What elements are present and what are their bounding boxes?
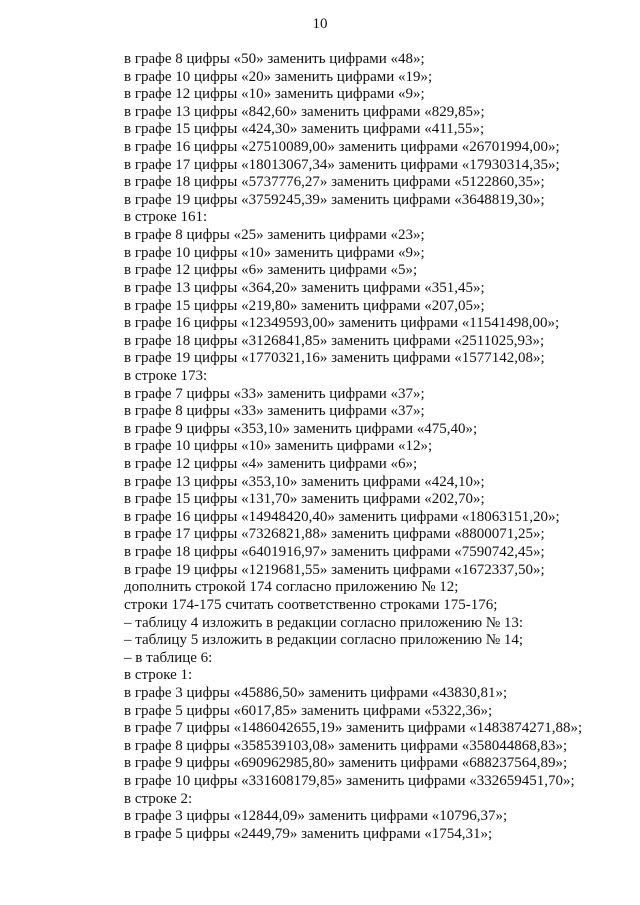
text-line: – таблицу 5 изложить в редакции согласно приложению № 14; <box>124 632 524 649</box>
text-line: в графе 12 цифры «4» заменить цифрами «6»; <box>124 456 418 473</box>
text-line: в графе 8 цифры «50» заменить цифрами «48»; <box>124 51 425 67</box>
text-line: в графе 12 цифры «6» заменить цифрами «5»; <box>124 262 418 279</box>
text-line: в графе 10 цифры «20» заменить цифрами «19»; <box>124 68 433 85</box>
text-line: в графе 5 цифры «6017,85» заменить цифрами «5322,36»; <box>124 702 493 719</box>
text-line: в графе 10 цифры «331608179,85» заменить цифрами «332659451,70»; <box>124 772 575 789</box>
text-line: в графе 16 цифры «14948420,40» заменить цифрами «18063151,20»; <box>124 508 560 525</box>
text-line: – таблицу 4 изложить в редакции согласно приложению № 13: <box>124 614 524 631</box>
text-line: в графе 7 цифры «33» заменить цифрами «37»; <box>124 385 425 402</box>
text-line: в графе 17 цифры «7326821,88» заменить цифрами «8800071,25»; <box>124 526 545 543</box>
text-line: в графе 18 цифры «3126841,85» заменить цифрами «2511025,93»; <box>124 332 545 349</box>
text-line: в графе 15 цифры «219,80» заменить цифрами «207,05»; <box>124 297 485 314</box>
text-line: в графе 5 цифры «2449,79» заменить цифрами «1754,31»; <box>124 825 493 842</box>
text-line: в графе 8 цифры «358539103,08» заменить цифрами «358044868,83»; <box>124 737 568 754</box>
text-line: в графе 10 цифры «10» заменить цифрами «9»; <box>124 244 425 261</box>
text-line: в графе 15 цифры «131,70» заменить цифрами «202,70»; <box>124 491 485 508</box>
text-line: в графе 17 цифры «18013067,34» заменить цифрами «17930314,35»; <box>124 156 560 173</box>
text-line: дополнить строкой 174 согласно приложению № 12; <box>124 579 459 596</box>
text-line: в графе 16 цифры «12349593,00» заменить цифрами «11541498,00»; <box>124 315 560 332</box>
page-number: 10 <box>312 16 328 32</box>
text-line: в графе 13 цифры «364,20» заменить цифрами «351,45»; <box>124 279 485 296</box>
text-line: в графе 18 цифры «5737776,27» заменить цифрами «5122860,35»; <box>124 174 545 191</box>
text-line: в графе 3 цифры «12844,09» заменить цифрами «10796,37»; <box>124 808 508 825</box>
text-line: в графе 12 цифры «10» заменить цифрами «9»; <box>124 86 425 103</box>
text-line: в графе 19 цифры «3759245,39» заменить цифрами «3648819,30»; <box>124 191 545 208</box>
text-line: в графе 13 цифры «842,60» заменить цифрами «829,85»; <box>124 103 485 120</box>
text-line: строки 174-175 считать соответственно строками 175-176; <box>124 596 498 613</box>
text-line: в графе 19 цифры «1219681,55» заменить цифрами «1672337,50»; <box>124 561 545 578</box>
text-line: – в таблице 6: <box>124 649 213 666</box>
text-line: в строке 1: <box>124 667 193 684</box>
text-line: в строке 2: <box>124 790 193 807</box>
text-line: в графе 13 цифры «353,10» заменить цифрами «424,10»; <box>124 473 485 490</box>
text-line: в графе 8 цифры «33» заменить цифрами «37»; <box>124 403 425 420</box>
text-line: в графе 10 цифры «10» заменить цифрами «12»; <box>124 438 433 455</box>
text-line: в графе 3 цифры «45886,50» заменить цифрами «43830,81»; <box>124 684 508 701</box>
text-line: в графе 7 цифры «1486042655,19» заменить цифрами «1483874271,88»; <box>124 720 583 737</box>
text-line: в графе 16 цифры «27510089,00» заменить цифрами «26701994,00»; <box>124 139 560 156</box>
text-line: в строке 161: <box>124 209 208 226</box>
text-line: в графе 9 цифры «353,10» заменить цифрами «475,40»; <box>124 420 478 437</box>
text-line: в графе 19 цифры «1770321,16» заменить цифрами «1577142,08»; <box>124 350 545 367</box>
document-body <box>124 51 624 843</box>
text-line: в строке 173: <box>124 367 208 384</box>
text-line: в графе 9 цифры «690962985,80» заменить цифрами «688237564,89»; <box>124 755 568 772</box>
text-line: в графе 15 цифры «424,30» заменить цифрами «411,55»; <box>124 121 485 138</box>
text-line: в графе 8 цифры «25» заменить цифрами «23»; <box>124 227 425 244</box>
text-line: в графе 18 цифры «6401916,97» заменить цифрами «7590742,45»; <box>124 544 545 561</box>
